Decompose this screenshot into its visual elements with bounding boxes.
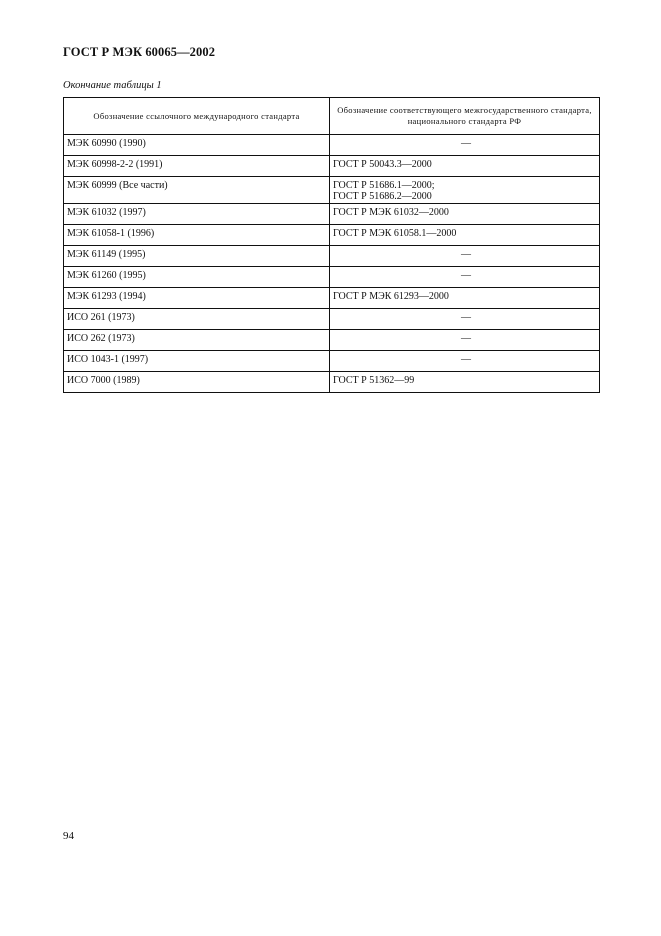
cell-international-standard: МЭК 61260 (1995) xyxy=(64,267,330,288)
document-title: ГОСТ Р МЭК 60065—2002 xyxy=(63,45,216,59)
table-body xyxy=(64,135,600,393)
cell-national-standard xyxy=(330,156,600,177)
table-row xyxy=(64,309,600,330)
table-header-row xyxy=(64,98,600,135)
standards-table xyxy=(63,97,600,393)
no-equivalent-dash: — xyxy=(461,333,471,344)
no-equivalent-dash: — xyxy=(461,354,471,365)
cell-international-standard: МЭК 60990 (1990) xyxy=(64,135,330,156)
cell-national-standard xyxy=(330,177,600,204)
cell-national-standard xyxy=(330,135,600,156)
national-standard-designation: ГОСТ Р МЭК 61058.1—2000 xyxy=(333,228,457,239)
cell-national-standard xyxy=(330,246,600,267)
table-row xyxy=(64,204,600,225)
cell-national-standard xyxy=(330,309,600,330)
table-row xyxy=(64,177,600,204)
no-equivalent-dash: — xyxy=(461,312,471,323)
cell-national-standard xyxy=(330,225,600,246)
cell-international-standard: МЭК 61032 (1997) xyxy=(64,204,330,225)
cell-international-standard: МЭК 61149 (1995) xyxy=(64,246,330,267)
table-row xyxy=(64,267,600,288)
table-row xyxy=(64,288,600,309)
no-equivalent-dash: — xyxy=(461,138,471,149)
cell-national-standard xyxy=(330,372,600,393)
cell-international-standard: ИСО 262 (1973) xyxy=(64,330,330,351)
national-standard-designation: ГОСТ Р МЭК 61032—2000 xyxy=(333,207,449,218)
cell-national-standard xyxy=(330,204,600,225)
column-header-national: Обозначение соответствующего межгосударственного стандарта, национального стандарта РФ xyxy=(330,98,600,135)
national-standard-designation: ГОСТ Р 51686.1—2000; xyxy=(333,180,435,191)
column-header-international: Обозначение ссылочного международного стандарта xyxy=(64,98,330,135)
no-equivalent-dash: — xyxy=(461,270,471,281)
cell-international-standard: ИСО 261 (1973) xyxy=(64,309,330,330)
page-number: 94 xyxy=(63,830,74,842)
table-row xyxy=(64,246,600,267)
cell-international-standard: МЭК 61058-1 (1996) xyxy=(64,225,330,246)
table-row xyxy=(64,135,600,156)
cell-national-standard xyxy=(330,330,600,351)
table-row xyxy=(64,372,600,393)
cell-international-standard: ИСО 1043-1 (1997) xyxy=(64,351,330,372)
cell-international-standard: МЭК 60999 (Все части) xyxy=(64,177,330,204)
cell-international-standard: МЭК 61293 (1994) xyxy=(64,288,330,309)
table-row xyxy=(64,156,600,177)
national-standard-designation: ГОСТ Р МЭК 61293—2000 xyxy=(333,291,449,302)
table-row xyxy=(64,225,600,246)
national-standard-designation: ГОСТ Р 51686.2—2000 xyxy=(333,191,432,202)
cell-national-standard xyxy=(330,288,600,309)
table-caption: Окончание таблицы 1 xyxy=(63,80,162,91)
no-equivalent-dash: — xyxy=(461,249,471,260)
table-row xyxy=(64,330,600,351)
cell-international-standard: МЭК 60998-2-2 (1991) xyxy=(64,156,330,177)
cell-international-standard: ИСО 7000 (1989) xyxy=(64,372,330,393)
cell-national-standard xyxy=(330,351,600,372)
cell-national-standard xyxy=(330,267,600,288)
table-row xyxy=(64,351,600,372)
national-standard-designation: ГОСТ Р 51362—99 xyxy=(333,375,415,386)
national-standard-designation: ГОСТ Р 50043.3—2000 xyxy=(333,159,432,170)
